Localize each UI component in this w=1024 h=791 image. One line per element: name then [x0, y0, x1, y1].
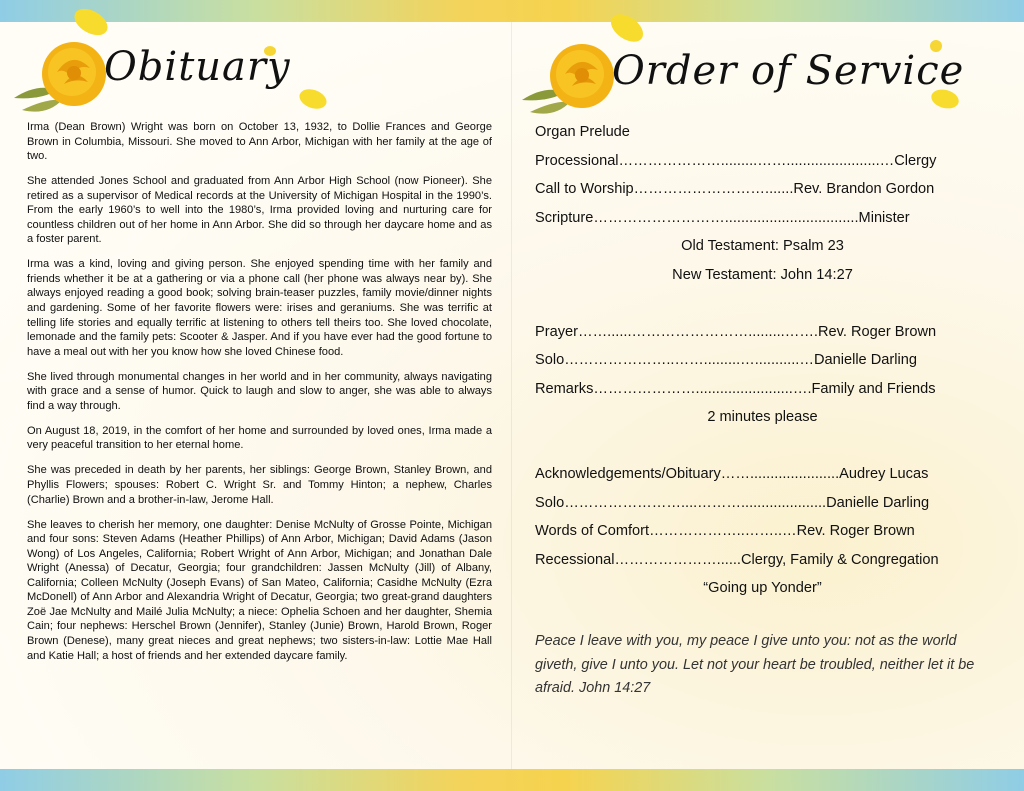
- service-subitem: 2 minutes please: [707, 409, 818, 425]
- service-item: Prayer……......…………………….........…….Rev. Roger Brown: [535, 323, 937, 340]
- service-item: Remarks…………………........................….Family and Friends: [535, 380, 936, 397]
- service-subitem: New Testament: John 14:27: [672, 266, 853, 283]
- order-of-service-heading: Order of Service: [612, 48, 965, 94]
- obituary-heading: Obituary: [104, 44, 291, 90]
- service-item: Solo……………………....……….....................Danielle Darling: [535, 494, 930, 511]
- service-item: Recessional…………………......Clergy, Family & Congregation: [535, 551, 939, 568]
- obituary-paragraph: She attended Jones School and graduated from Ann Arbor High School (now Pioneer). She retired as a supervisor of Medical records at the University of Michigan Hospital in the 1990’s. From the early 1960’s to well into the 1980’s, Irma provided loving and nurturing care for countless children out of her home in Ann Arbor. She did so through her daycare home and as a foster parent.: [27, 175, 492, 246]
- obituary-paragraph: She lived through monumental changes in her world and in her community, always navigating with grace and a sense of humor. Quick to laugh and slow to anger, she was able to always find a way through.: [27, 370, 492, 412]
- scripture-verse: Peace I leave with you, my peace I give unto you: not as the world giveth, give I unto you. Let not your heart be troubled, neither let it be afraid. John 14:27: [535, 633, 975, 696]
- service-item: Processional………………….........…….......................…Clergy: [535, 152, 937, 169]
- obituary-body: [27, 120, 492, 674]
- service-subitem: Old Testament: Psalm 23: [681, 238, 844, 254]
- yellow-rose-icon: [12, 28, 112, 120]
- bottom-color-band: [0, 769, 1024, 791]
- yellow-petal-icon: [297, 86, 329, 112]
- obituary-paragraph: On August 18, 2019, in the comfort of her home and surrounded by loved ones, Irma made a very peaceful transition to her eternal home.: [27, 424, 492, 452]
- spacer: [535, 289, 990, 318]
- service-item: Words of Comfort………………..……..…Rev. Roger Brown: [535, 523, 915, 539]
- service-item: Acknowledgements/Obituary……......................Audrey Lucas: [535, 466, 929, 482]
- service-item: Scripture……………………….................................Minister: [535, 209, 910, 226]
- spacer: [535, 432, 990, 461]
- obituary-paragraph: Irma was a kind, loving and giving person. She enjoyed spending time with her family and friends whether it be at a gathering or via a phone call (her phone was always near by). She always enjoyed reading a good book; solving brain-teaser puzzles, family movie/dinner nights and gardening. Some of her favorite flowers were: irises and geraniums. She was terrific at telling life stories and equally terrific at listening to others tell theirs too. She loved chocolate, lemonade and the family pets: Scooter & Jasper. And if you have ever had the good fortune to have a meal out with her you know how she loved Chinese food.: [27, 258, 492, 358]
- page-fold: [511, 22, 512, 769]
- obituary-paragraph: Irma (Dean Brown) Wright was born on October 13, 1932, to Dollie Frances and George Brown in Columbia, Missouri. She moved to Ann Arbor, Michigan with her family at the age of two.: [27, 121, 492, 163]
- obituary-paragraph: She leaves to cherish her memory, one daughter: Denise McNulty of Grosse Pointe, Michigan and four sons: Steven Adams (Heather Phillips) of Ann Arbor, Michigan; David Adams (Jason Wong) of Los Angeles, California; Robert Wright of Ann Arbor, Michigan; and Jonathan Dale Wright (Anessa) of Decatur, Georgia; four grandchildren: Jassen McNulty (Jill) of Albany, California; Colleen McNulty (Joseph Evans) of San Mateo, California; Casidhe McNulty (Ezra McDonell) of Ann Arbor and Alexandria Wright of Decatur, Georgia; two great-grand daughters Zoë Jae McNulty and Mailé Julia McNulty; a niece: Ophelia Schoen and her daughter, Shemia Cain; four nephews: Herschel Brown (Jennifer), Stanley (Junie) Brown, Harold Brown, Roger Brown (Denese), many great nieces and great nephews; two sisters-in-law: Lottie Mae Hall and Katie Hall; a host of friends and her extended daycare family.: [27, 518, 492, 662]
- yellow-rose-icon: [520, 30, 620, 122]
- service-item: Call to Worship……………………….......Rev. Brandon Gordon: [535, 181, 935, 197]
- service-item: Solo…………………..…….........…...........…Danielle Darling: [535, 352, 917, 368]
- order-of-service-list: [535, 118, 990, 603]
- service-subitem: “Going up Yonder”: [703, 580, 822, 596]
- obituary-paragraph: She was preceded in death by her parents, her siblings: George Brown, Stanley Brown, and Phyllis Flowers; spouses: Robert C. Wright Sr. and Tommy Hinton; a nephew, Charles (Charlie) Brown and a brother-in-law, Jerome Hall.: [27, 464, 492, 506]
- top-color-band: [0, 0, 1024, 22]
- service-item: Organ Prelude: [535, 124, 630, 140]
